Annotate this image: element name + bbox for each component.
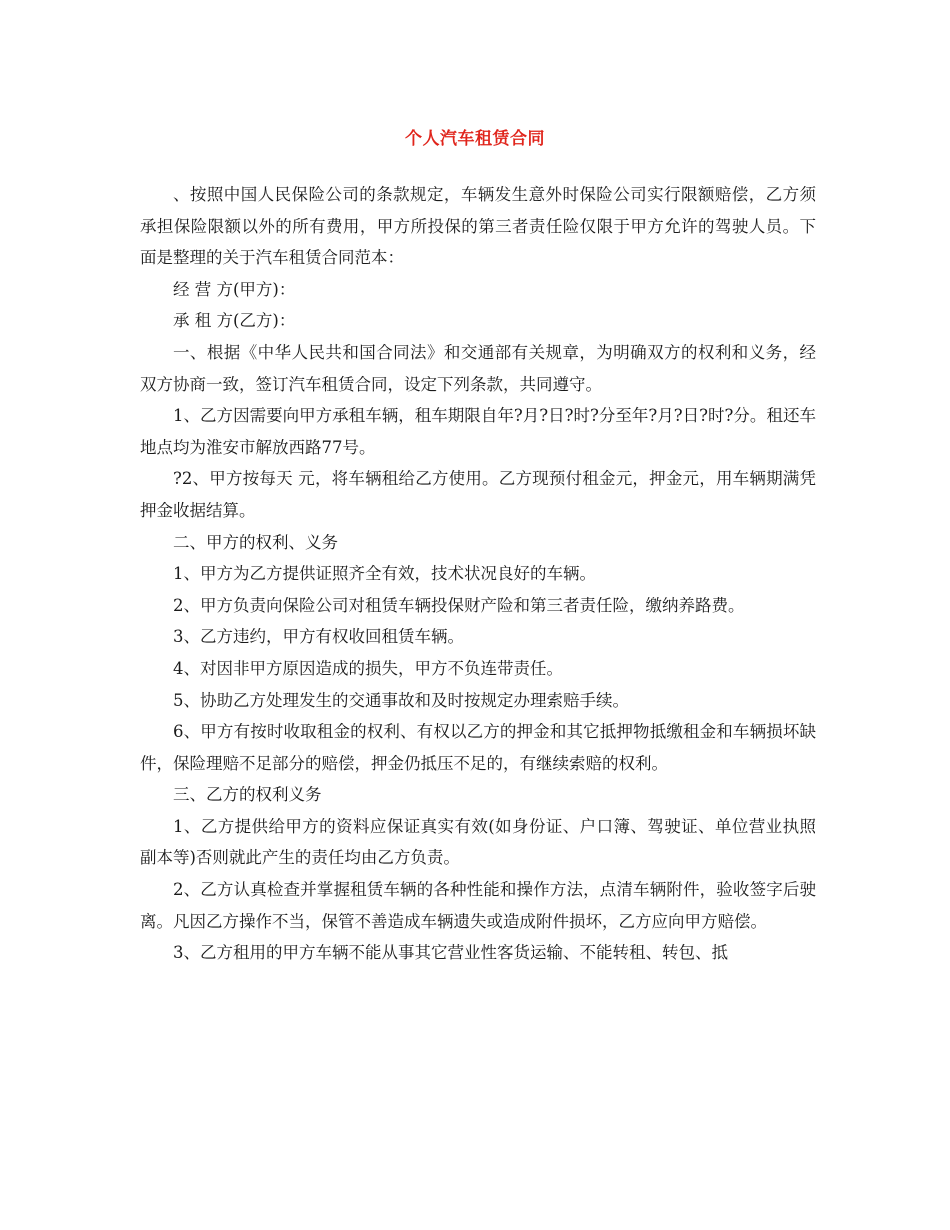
document-body bbox=[140, 179, 816, 969]
paragraph: 1、乙方提供给甲方的资料应保证真实有效(如身份证、户口簿、驾驶证、单位营业执照副本等)否则就此产生的责任均由乙方负责。 bbox=[140, 816, 816, 868]
paragraph: 6、甲方有按时收取租金的权利、有权以乙方的押金和其它抵押物抵缴租金和车辆损坏缺件，保险理赔不足部分的赔偿，押金仍抵压不足的，有继续索赔的权利。 bbox=[140, 722, 816, 773]
paragraph: 4、对因非甲方原因造成的损失，甲方不负连带责任。 bbox=[173, 658, 563, 678]
party-a-line: 经 营 方(甲方)： bbox=[173, 279, 296, 299]
paragraph: 1、乙方因需要向甲方承租车辆，租车期限自年?月?日?时?分至年?月?日?时?分。租还车地点均为淮安市解放西路77号。 bbox=[140, 406, 816, 457]
paragraph: 3、乙方租用的甲方车辆不能从事其它营业性客货运输、不能转租、转包、抵 bbox=[173, 943, 728, 963]
paragraph: 2、甲方负责向保险公司对租赁车辆投保财产险和第三者责任险，缴纳养路费。 bbox=[173, 595, 745, 615]
paragraph: ?2、甲方按每天 元，将车辆租给乙方使用。乙方现预付租金元，押金元，用车辆期满凭押金收据结算。 bbox=[140, 469, 816, 520]
section-heading: 三、乙方的权利义务 bbox=[173, 785, 322, 805]
paragraph: 1、甲方为乙方提供证照齐全有效，技术状况良好的车辆。 bbox=[173, 564, 596, 584]
document-title: 个人汽车租赁合同 bbox=[405, 129, 545, 149]
section-heading: 二、甲方的权利、义务 bbox=[173, 532, 338, 552]
paragraph: 一、根据《中华人民共和国合同法》和交通部有关规章，为明确双方的权利和义务，经双方协商一致，签订汽车租赁合同，设定下列条款，共同遵守。 bbox=[140, 342, 816, 394]
paragraph: 、按照中国人民保险公司的条款规定，车辆发生意外时保险公司实行限额赔偿，乙方须承担保险限额以外的所有费用，甲方所投保的第三者责任险仅限于甲方允许的驾驶人员。下面是整理的关于汽车租赁合同范本： bbox=[140, 185, 816, 268]
paragraph: 2、乙方认真检查并掌握租赁车辆的各种性能和操作方法，点清车辆附件，验收签字后驶离。凡因乙方操作不当，保管不善造成车辆遗失或造成附件损坏，乙方应向甲方赔偿。 bbox=[140, 880, 816, 931]
party-b-line: 承 租 方(乙方)： bbox=[173, 311, 296, 331]
paragraph: 3、乙方违约，甲方有权收回租赁车辆。 bbox=[173, 627, 464, 647]
paragraph: 5、协助乙方处理发生的交通事故和及时按规定办理索赔手续。 bbox=[173, 690, 629, 710]
